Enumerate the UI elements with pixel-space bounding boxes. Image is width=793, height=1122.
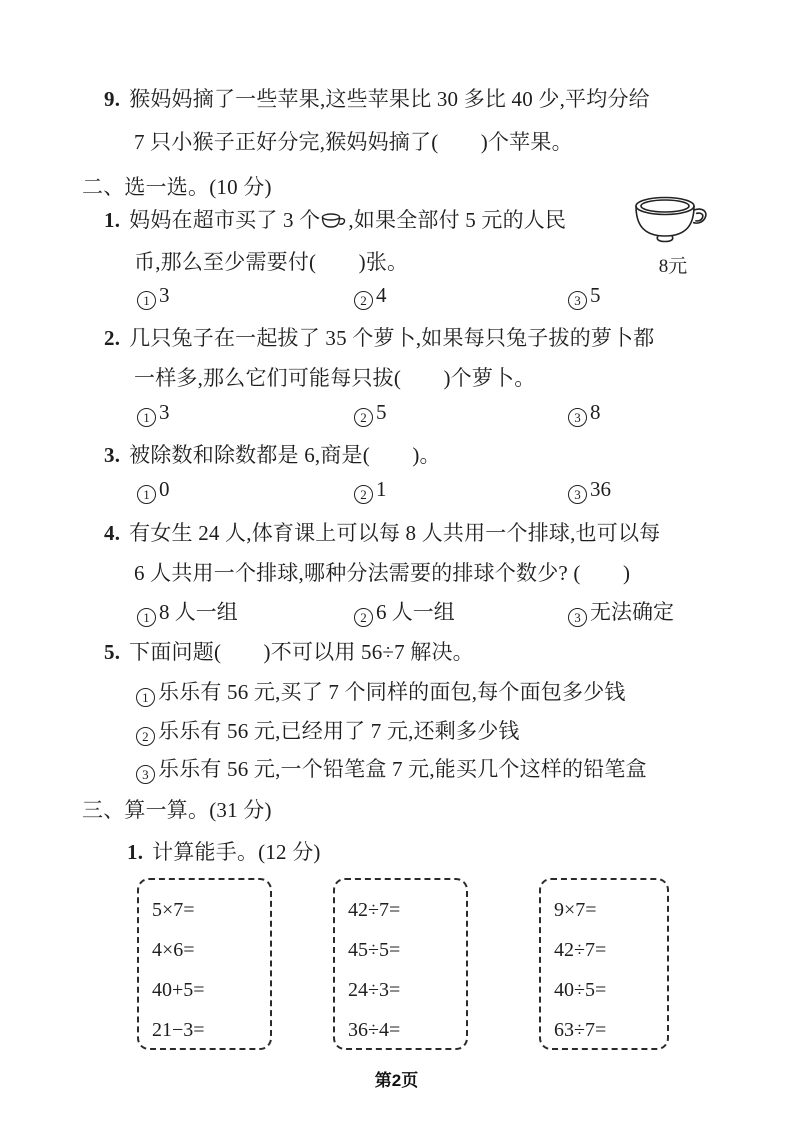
circled-number-icon: 1 (136, 688, 155, 707)
circled-number-icon: 3 (568, 608, 587, 627)
question-9-line-2 (134, 127, 573, 157)
circled-number-icon: 3 (568, 291, 587, 310)
equation: 42÷7= (554, 939, 607, 961)
equation: 4×6= (152, 939, 195, 961)
equation: 63÷7= (554, 1019, 607, 1041)
option-1: 1 8 人一组 (137, 596, 238, 627)
question-text: 妈妈在超市买了 3 个 (129, 208, 321, 232)
question-4-options (0, 596, 793, 628)
option-3: 3 无法确定 (568, 596, 674, 627)
equation: 45÷5= (348, 939, 401, 961)
circled-number-icon: 3 (568, 408, 587, 427)
question-text: ,如果全部付 5 元的人民 (348, 208, 567, 232)
question-text: 7 只小猴子正好分完,猴妈妈摘了( )个苹果。 (134, 130, 573, 154)
question-5-line-1 (104, 637, 474, 667)
question-text: 猴妈妈摘了一些苹果,这些苹果比 30 多比 40 少,平均分给 (129, 87, 650, 111)
circled-number-icon: 2 (354, 608, 373, 627)
question-1-options (0, 283, 793, 315)
option-1: 1 0 (137, 477, 170, 504)
question-text: 币,那么至少需要付( )张。 (134, 250, 409, 274)
question-5-item-2 (136, 716, 520, 746)
question-text: 有女生 24 人,体育课上可以每 8 人共用一个排球,也可以每 (129, 521, 661, 545)
circled-number-icon: 2 (354, 485, 373, 504)
section-three-subheading: 1. 计算能手。(12 分) (127, 840, 321, 864)
circled-number-icon: 2 (354, 291, 373, 310)
option-3: 3 5 (568, 283, 601, 310)
teacup-image (634, 196, 712, 248)
option-3: 3 8 (568, 400, 601, 427)
calc-box-1 (137, 878, 272, 1050)
question-number: 9. (104, 87, 121, 111)
option-1: 1 3 (137, 400, 170, 427)
question-number: 1. (104, 208, 121, 232)
question-1-line-1 (104, 205, 566, 235)
question-2-line-1 (104, 323, 655, 353)
question-3-options (0, 477, 793, 509)
teacup-price-label: 8元 (658, 256, 688, 277)
question-text: 下面问题( )不可以用 56÷7 解决。 (129, 640, 474, 664)
equation: 9×7= (554, 899, 597, 921)
question-2-line-2 (134, 363, 535, 393)
circled-number-icon: 1 (137, 608, 156, 627)
equation: 36÷4= (348, 1019, 401, 1041)
equation: 24÷3= (348, 979, 401, 1001)
question-number: 2. (104, 326, 121, 350)
question-3-line-1 (104, 440, 441, 470)
question-5-item-3 (136, 754, 647, 784)
option-1: 1 3 (137, 283, 170, 310)
question-number: 3. (104, 443, 121, 467)
equation: 42÷7= (348, 899, 401, 921)
teacup-figure (633, 196, 713, 278)
circled-number-icon: 1 (137, 408, 156, 427)
question-number: 4. (104, 521, 121, 545)
question-text: 被除数和除数都是 6,商是( )。 (129, 443, 441, 467)
calc-box-2 (333, 878, 468, 1050)
teacup-icon (321, 213, 347, 230)
question-4-line-2 (134, 558, 630, 588)
question-text: 6 人共用一个排球,哪种分法需要的排球个数少? ( ) (134, 561, 631, 585)
option-2: 2 5 (354, 400, 387, 427)
question-5-item-1 (136, 677, 626, 707)
question-4-line-1 (104, 518, 660, 548)
circled-number-icon: 1 (137, 485, 156, 504)
equation: 40+5= (152, 979, 205, 1001)
circled-number-icon: 3 (136, 765, 155, 784)
item-text: 乐乐有 56 元,买了 7 个同样的面包,每个面包多少钱 (158, 680, 626, 704)
question-text: 一样多,那么它们可能每只拔( )个萝卜。 (134, 366, 536, 390)
circled-number-icon: 1 (137, 291, 156, 310)
circled-number-icon: 2 (136, 727, 155, 746)
item-text: 乐乐有 56 元,一个铅笔盒 7 元,能买几个这样的铅笔盒 (158, 757, 647, 781)
subquestion-number: 1. (127, 840, 144, 864)
calc-box-3 (539, 878, 669, 1050)
option-2: 2 1 (354, 477, 387, 504)
question-9-line-1 (104, 84, 650, 114)
circled-number-icon: 3 (568, 485, 587, 504)
option-3: 3 36 (568, 477, 611, 504)
circled-number-icon: 2 (354, 408, 373, 427)
question-text: 几只兔子在一起拔了 35 个萝卜,如果每只兔子拔的萝卜都 (129, 326, 655, 350)
page-number: 第2页 (374, 1071, 419, 1090)
option-2: 2 6 人一组 (354, 596, 455, 627)
question-2-options (0, 400, 793, 432)
equation: 5×7= (152, 899, 195, 921)
question-number: 5. (104, 640, 121, 664)
section-two-heading: 二、选一选。(10 分) (82, 175, 272, 199)
equation: 21−3= (152, 1019, 205, 1041)
question-1-line-2 (134, 247, 408, 277)
option-2: 2 4 (354, 283, 387, 310)
equation: 40÷5= (554, 979, 607, 1001)
section-three-heading: 三、算一算。(31 分) (82, 798, 272, 822)
item-text: 乐乐有 56 元,已经用了 7 元,还剩多少钱 (158, 719, 520, 743)
